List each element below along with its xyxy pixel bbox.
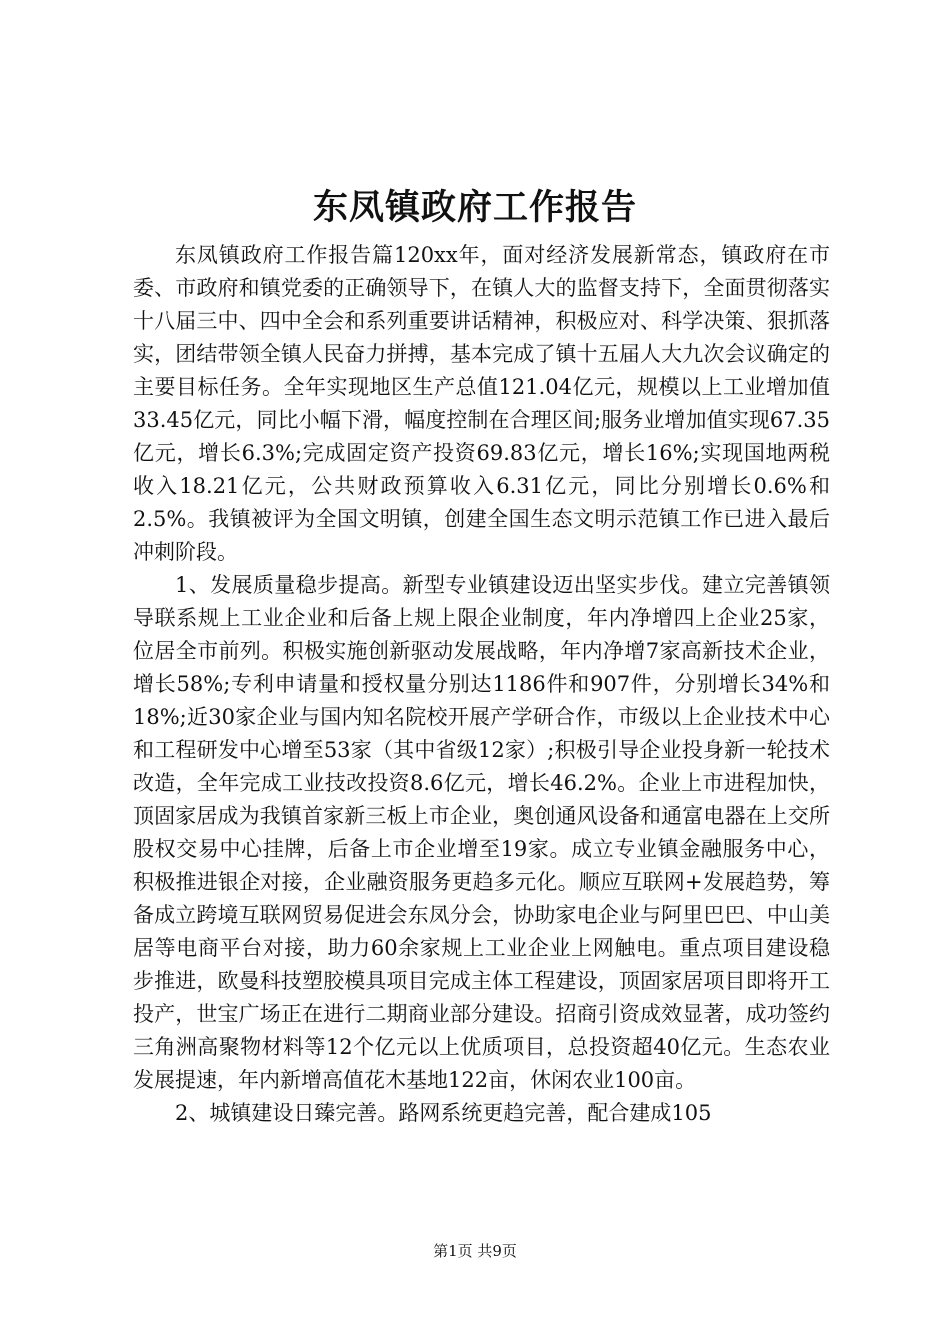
document-title: 东凤镇政府工作报告 (312, 187, 637, 228)
paragraph-intro: 东凤镇政府工作报告篇120xx年，面对经济发展新常态，镇政府在市委、市政府和镇党委的正确领导下，在镇人大的监督支持下，全面贯彻落实十八届三中、四中全会和系列重要讲话精神，积极应对、科学决策、狠抓落实，团结带领全镇人民奋力拼搏，基本完成了镇十五届人大九次会议确定的主要目标任务。全年实现地区生产总值121.04亿元，规模以上工业增加值33.45亿元，同比小幅下滑，幅度控制在合理区间;服务业增加值实现67.35亿元，增长6.3%;完成固定资产投资69.83亿元，增长16%;实现国地两税收入18.21亿元，公共财政预算收入6.31亿元，同比分别增长0.6%和2.5%。我镇被评为全国文明镇，创建全国生态文明示范镇工作已进入最后冲刺阶段。 (133, 243, 830, 564)
paragraph-urban-construction: 2、城镇建设日臻完善。路网系统更趋完善，配合建成105 (175, 1101, 712, 1125)
paragraph-development-quality: 1、发展质量稳步提高。新型专业镇建设迈出坚实步伐。建立完善镇领导联系规上工业企业和后备上规上限企业制度，年内净增四上企业25家，位居全市前列。积极实施创新驱动发展战略，年内净增7家高新技术企业，增长58%;专利申请量和授权量分别达1186件和907件，分别增长34%和18%;近30家企业与国内知名院校开展产学研合作，市级以上企业技术中心和工程研发中心增至53家（其中省级12家）;积极引导企业投身新一轮技术改造，全年完成工业技改投资8.6亿元，增长46.2%。企业上市进程加快，顶固家居成为我镇首家新三板上市企业，奥创通风设备和通富电器在上交所股权交易中心挂牌，后备上市企业增至19家。成立专业镇金融服务中心，积极推进银企对接，企业融资服务更趋多元化。顺应互联网+发展趋势，筹备成立跨境互联网贸易促进会东凤分会，协助家电企业与阿里巴巴、中山美居等电商平台对接，助力60余家规上工业企业上网触电。重点项目建设稳步推进，欧曼科技塑胶模具项目完成主体工程建设，顶固家居项目即将开工投产，世宝广场正在进行二期商业部分建设。招商引资成效显著，成功签约三角洲高聚物材料等12个亿元以上优质项目，总投资超40亿元。生态农业发展提速，年内新增高值花木基地122亩，休闲农业100亩。 (133, 573, 830, 1092)
page-footer: 第1页 共9页 (433, 1242, 517, 1260)
document-body (133, 239, 830, 1130)
